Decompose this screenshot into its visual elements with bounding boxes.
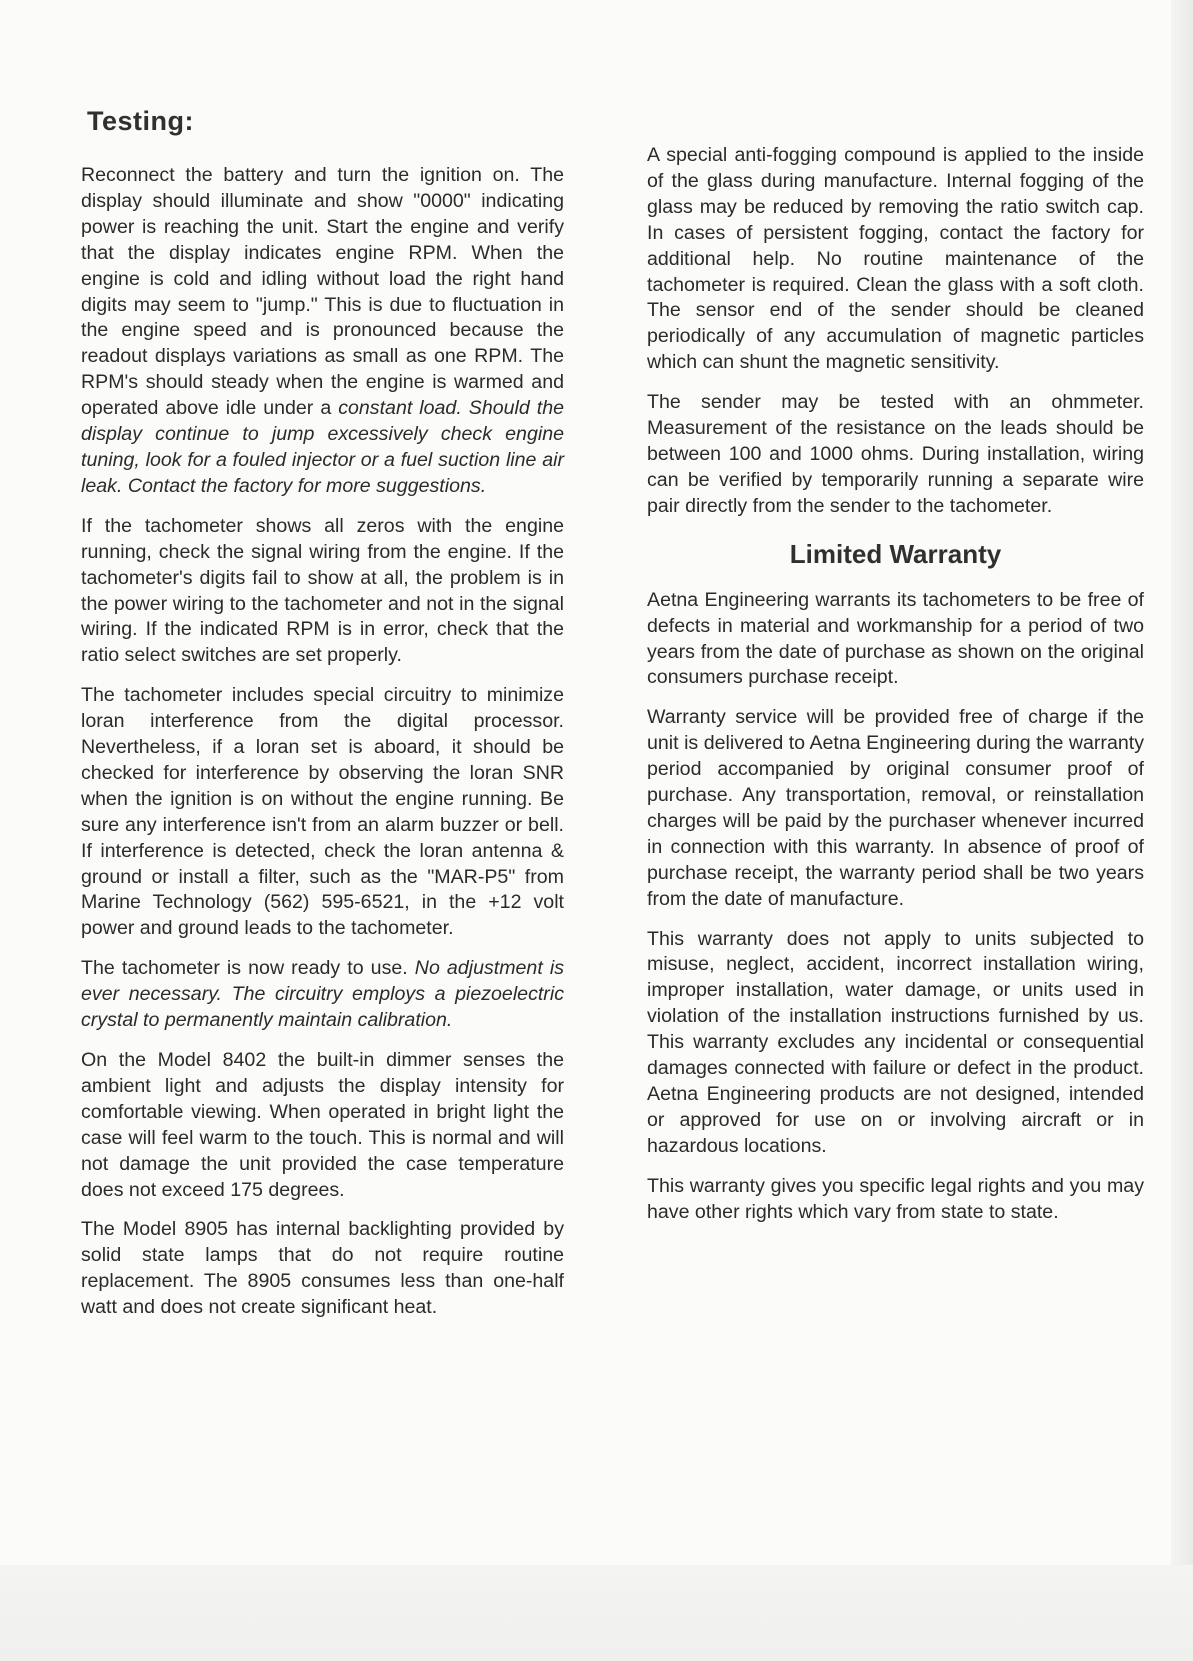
scan-bottom-margin <box>0 1565 1193 1661</box>
warranty-paragraph-2: Warranty service will be provided free of charge if the unit is delivered to Aetna Engineering during the warranty period accompanied by original consumer proof of purchase. Any transportation, removal, or reinstallation charges will be paid by the purchaser whenever incurred in connection with this warranty. In absence of proof of purchase receipt, the warranty period shall be two years from the date of manufacture. <box>647 706 1144 910</box>
testing-heading: Testing: <box>87 106 194 136</box>
testing-paragraph-1-text: Reconnect the battery and turn the ignition on. The display should illuminate and show "0000" indicating power is reaching the unit. Start the engine and verify that the display indicates engine RPM. When the engine is cold and idling without load the right hand digits may seem to "jump." This is due to fluctuation in the engine speed and is pronounced because the readout displays variations as small as one RPM. The RPM's should steady when the engine is warmed and operated above idle under a <box>81 164 564 420</box>
scan-edge-shadow <box>1171 0 1193 1661</box>
maintenance-paragraph-1: A special anti-fogging compound is applied to the inside of the glass during manufacture. Internal fogging of the glass may be reduced by removing the ratio switch cap. In cases of persistent fogging, contact the factory for additional help. No routine maintenance of the tachometer is required. Clean the glass with a soft cloth. The sensor end of the sender should be cleaned periodically of any accumulation of magnetic particles which can shunt the magnetic sensitivity. <box>647 144 1144 374</box>
testing-paragraph-3: The tachometer includes special circuitry to minimize loran interference from the digital processor. Nevertheless, if a loran set is aboard, it should be checked for interference by observing the loran SNR when the ignition is on without the engine running. Be sure any interference isn't from an alarm buzzer or bell. If interference is detected, check the loran antenna & ground or install a filter, such as the "MAR-P5" from Marine Technology (562) 595-6521, in the +12 volt power and ground leads to the tachometer. <box>81 684 564 940</box>
warranty-paragraph-1: Aetna Engineering warrants its tachometers to be free of defects in material and workmanship for a period of two years from the date of purchase as shown on the original consumers purchase receipt. <box>647 588 1144 689</box>
testing-paragraph-4-text: The tachometer is now ready to use. <box>81 957 415 980</box>
testing-paragraph-2: If the tachometer shows all zeros with the engine running, check the signal wiring from the engine. If the tachometer's digits fail to show at all, the problem is in the power wiring to the tachometer and not in the signal wiring. If the indicated RPM is in error, check that the ratio select switches are set properly. <box>81 514 564 667</box>
warranty-paragraph-4: This warranty gives you specific legal rights and you may have other rights which vary from state to state. <box>647 1174 1144 1223</box>
warranty-paragraph-3: This warranty does not apply to units subjected to misuse, neglect, accident, incorrect installation wiring, improper installation, water damage, or units used in violation of the installation instructions furnished by us. This warranty excludes any incidental or consequential damages connected with failure or defect in the product. Aetna Engineering products are not designed, intended or approved for use on or involving aircraft or in hazardous locations. <box>647 927 1144 1157</box>
right-column <box>647 143 1144 1240</box>
testing-paragraph-1-italic: constant load. Should the display continue to jump excessively check engine tuning, look for a fouled injector or a fuel suction line air leak. Contact the factory for more suggestions. <box>81 397 565 497</box>
maintenance-paragraph-2: The sender may be tested with an ohmmeter. Measurement of the resistance on the leads should be between 100 and 1000 ohms. During installation, wiring can be verified by temporarily running a separate wire pair directly from the sender to the tachometer. <box>647 391 1144 517</box>
left-column <box>81 105 564 1335</box>
testing-paragraph-6: The Model 8905 has internal backlighting provided by solid state lamps that do not require routine replacement. The 8905 consumes less than one-half watt and does not create significant heat. <box>81 1218 564 1319</box>
testing-paragraph-1 <box>81 163 564 500</box>
testing-paragraph-4 <box>81 956 564 1034</box>
testing-paragraph-4-italic: No adjustment is ever necessary. The circuitry employs a piezoelectric crystal to permanently maintain calibration. <box>81 957 564 1032</box>
warranty-heading: Limited Warranty <box>789 538 1002 569</box>
testing-paragraph-5: On the Model 8402 the built-in dimmer senses the ambient light and adjusts the display intensity for comfortable viewing. When operated in bright light the case will feel warm to the touch. This is normal and will not damage the unit provided the case temperature does not exceed 175 degrees. <box>81 1049 564 1201</box>
